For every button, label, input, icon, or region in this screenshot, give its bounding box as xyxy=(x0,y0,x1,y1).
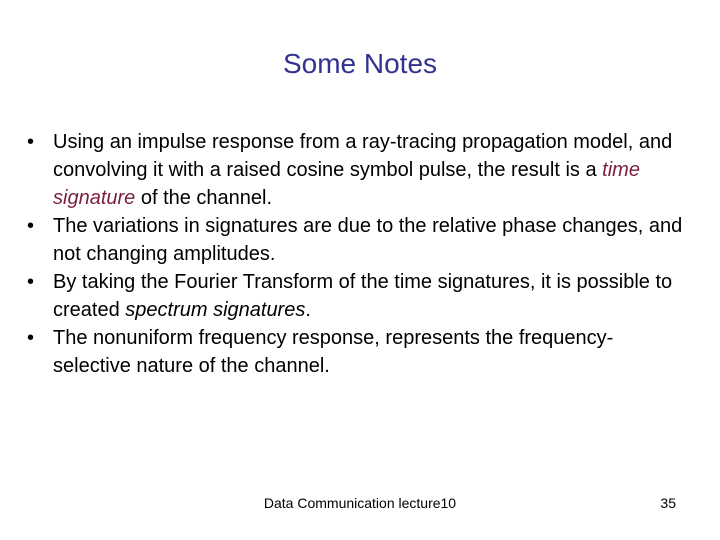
bullet-dot: • xyxy=(27,215,35,237)
bullet-item xyxy=(25,212,690,268)
bullet-list xyxy=(25,128,690,380)
bullet-text: . xyxy=(305,299,311,321)
bullet-dot: • xyxy=(27,131,35,153)
bullet-dot: • xyxy=(27,327,35,349)
bullet-dot: • xyxy=(27,271,35,293)
bullet-text: Using an impulse response from a ray-tracing propagation model, and convolving it with a raised cosine symbol pulse, the result is a xyxy=(53,131,673,181)
highlighted-term: time signature xyxy=(53,159,640,209)
bullet-text: The variations in signatures are due to the relative phase changes, and not changing amplitudes. xyxy=(53,215,683,265)
italic-term: spectrum signatures xyxy=(125,299,306,321)
bullet-text: By taking the Fourier Transform of the time signatures, it is possible to created xyxy=(53,271,673,321)
bullet-text: The nonuniform frequency response, represents the frequency-selective nature of the channel. xyxy=(53,327,614,377)
bullet-item xyxy=(25,268,690,324)
slide-title: Some Notes xyxy=(282,48,438,79)
bullet-text: of the channel. xyxy=(135,187,273,209)
slide-footer: Data Communication lecture10 xyxy=(263,495,457,511)
bullet-item xyxy=(25,324,690,380)
page-number: 35 xyxy=(660,495,676,511)
bullet-item xyxy=(25,128,690,212)
